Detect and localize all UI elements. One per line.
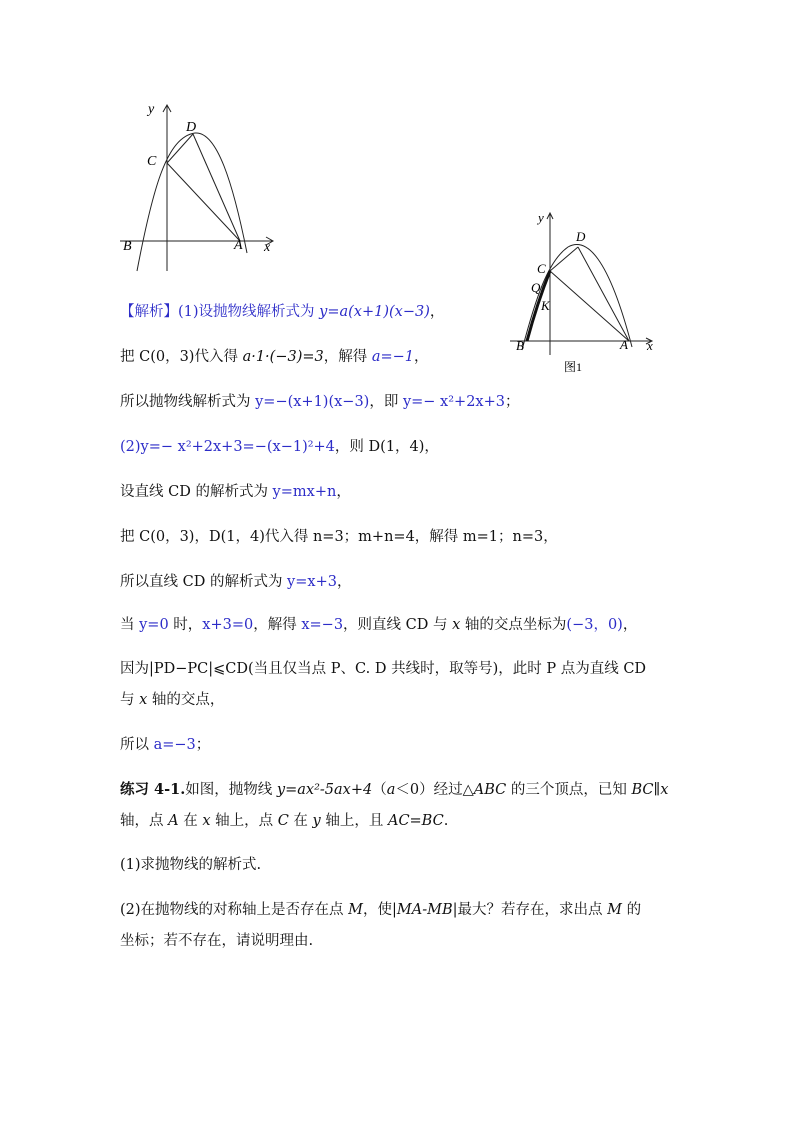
label-y: y <box>148 102 155 117</box>
solution-line-7: 所以直线 CD 的解析式为 y=x+3， <box>120 574 352 590</box>
label-x: x <box>647 338 653 353</box>
label-y: y <box>538 210 544 225</box>
label-D: D <box>576 229 586 244</box>
graph-figure-top <box>115 95 285 275</box>
solution-line-9: 因为|PD−PC|⩽CD(当且仅当点 P、C. D 共线时，取等号)，此时 P 点为直线 CD <box>120 661 647 677</box>
segment-CD <box>167 134 193 163</box>
solution-line-5: 设直线 CD 的解析式为 y=mx+n， <box>120 484 351 500</box>
label-C: C <box>147 154 157 169</box>
segment-CA <box>167 163 240 241</box>
solution-heading: 【解析】 <box>120 304 178 320</box>
solution-line-10: 与 x 轴的交点， <box>120 692 225 708</box>
graph-figure-right <box>508 205 666 377</box>
solution-line-2: 把 C(0，3)代入得 a·1·(−3)=3，解得 a=−1， <box>120 349 429 365</box>
label-x: x <box>264 240 271 255</box>
solution-line-3: 所以抛物线解析式为 y=−(x+1)(x−3)，即 y=− x²+2x+3； <box>120 394 520 410</box>
label-B: B <box>516 338 524 353</box>
exercise-question-2: (2)在抛物线的对称轴上是否存在点 M，使|MA-MB|最大？若存在，求出点 M 的 <box>120 902 642 918</box>
solution-line-8: 当 y=0 时，x+3=0，解得 x=−3，则直线 CD 与 x 轴的交点坐标为(−3，0)， <box>120 617 638 633</box>
label-D: D <box>186 120 197 135</box>
label-A: A <box>234 238 243 253</box>
exercise-question-1: (1)求抛物线的解析式. <box>120 857 262 873</box>
label-Q: Q <box>531 280 541 295</box>
solution-line-1: 【解析】(1)设抛物线解析式为 y=a(x+1)(x−3)， <box>120 304 445 320</box>
figure-caption: 图1 <box>564 360 583 374</box>
exercise-line-1: 练习 4-1.如图，抛物线 y=ax²-5ax+4（a＜0）经过△ABC 的三个顶点，已知 BC∥x <box>120 781 669 798</box>
exercise-title: 练习 4-1. <box>120 781 186 798</box>
exercise-line-2: 轴，点 A 在 x 轴上，点 C 在 y 轴上，且 AC=BC. <box>120 813 449 829</box>
label-B: B <box>123 239 132 254</box>
segment-CA <box>550 271 629 341</box>
label-A: A <box>620 337 628 352</box>
segment-DA <box>578 247 629 341</box>
solution-line-11: 所以 a=−3； <box>120 737 211 753</box>
exercise-question-2-cont: 坐标；若不存在，请说明理由. <box>120 933 314 949</box>
solution-line-4: (2)y=− x²+2x+3=−(x−1)²+4，则 D(1，4)， <box>120 439 439 455</box>
solution-line-6: 把 C(0，3)，D(1，4)代入得 n=3；m+n=4，解得 m=1；n=3， <box>120 529 558 545</box>
label-C: C <box>537 261 546 276</box>
label-K: K <box>541 298 550 313</box>
